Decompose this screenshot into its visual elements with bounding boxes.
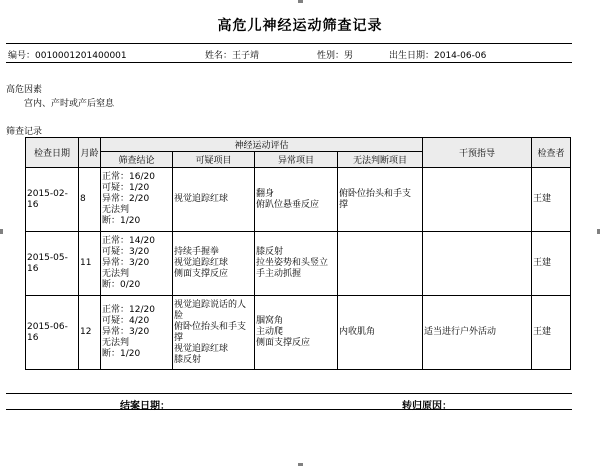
header-guidance: 干预指导 <box>423 138 532 168</box>
header-suspicious: 可疑项目 <box>173 152 255 168</box>
table-row <box>26 168 571 232</box>
header-age: 月龄 <box>79 138 101 168</box>
cell-date: 2015-05-16 <box>26 232 79 296</box>
cell-conclusion: 正常：16/20 可疑：1/20 异常：2/20 无法判 断：1/20 <box>101 168 173 232</box>
table-row <box>26 296 571 370</box>
page-resize-handle-left[interactable] <box>0 229 3 234</box>
header-examiner: 检查者 <box>532 138 571 168</box>
cell-age: 11 <box>79 232 101 296</box>
cell-conclusion: 正常：14/20 可疑：3/20 异常：3/20 无法判 断：0/20 <box>101 232 173 296</box>
cell-undetermined: 俯卧位抬头和手支 撑 <box>338 168 423 232</box>
referral-reason-label: 转归原因： <box>402 401 452 412</box>
cell-abnormal: 腘窝角 主动爬 侧面支撑反应 <box>255 296 338 370</box>
cell-date: 2015-02-16 <box>26 168 79 232</box>
page-resize-handle-top[interactable] <box>298 0 303 3</box>
records-section-label: 筛查记录 <box>6 127 43 137</box>
patient-name: 姓名：王子靖 <box>205 51 260 61</box>
cell-examiner: 王建 <box>532 168 571 232</box>
cell-examiner: 王建 <box>532 232 571 296</box>
cell-suspicious: 视觉追踪红球 <box>173 168 255 232</box>
risk-section-label: 高危因素 <box>6 85 43 95</box>
cell-abnormal: 翻身 俯趴位悬垂反应 <box>255 168 338 232</box>
record-id: 编号：0010001201400001 <box>8 51 127 61</box>
cell-suspicious: 视觉追踪说话的人 脸 俯卧位抬头和手支 撑 视觉追踪红球 膝反射 <box>173 296 255 370</box>
end-date-label: 结案日期： <box>120 401 170 412</box>
patient-dob: 出生日期：2014-06-06 <box>389 51 487 61</box>
risk-factor-value: 宫内、产时或产后窒息 <box>24 99 115 109</box>
cell-undetermined: 内收肌角 <box>338 296 423 370</box>
cell-conclusion: 正常：12/20 可疑：4/20 异常：3/20 无法判 断：1/20 <box>101 296 173 370</box>
header-eval: 神经运动评估 <box>101 138 423 152</box>
cell-guidance: 适当进行户外活动 <box>423 296 532 370</box>
header-conclusion: 筛查结论 <box>101 152 173 168</box>
footer-bar <box>6 393 572 410</box>
cell-guidance <box>423 232 532 296</box>
header-date: 检查日期 <box>26 138 79 168</box>
cell-age: 8 <box>79 168 101 232</box>
table-row <box>26 232 571 296</box>
cell-date: 2015-06-16 <box>26 296 79 370</box>
cell-examiner: 王建 <box>532 296 571 370</box>
cell-undetermined <box>338 232 423 296</box>
cell-suspicious: 持续手握拳 视觉追踪红球 侧面支撑反应 <box>173 232 255 296</box>
header-undetermined: 无法判断项目 <box>338 152 423 168</box>
cell-abnormal: 膝反射 拉坐姿势和头竖立 手主动抓握 <box>255 232 338 296</box>
screening-records-table <box>25 137 571 370</box>
cell-age: 12 <box>79 296 101 370</box>
patient-gender: 性别：男 <box>317 51 354 61</box>
header-abnormal: 异常项目 <box>255 152 338 168</box>
cell-guidance <box>423 168 532 232</box>
page-title: 高危儿神经运动筛查记录 <box>217 18 383 34</box>
patient-info-bar <box>6 43 572 63</box>
